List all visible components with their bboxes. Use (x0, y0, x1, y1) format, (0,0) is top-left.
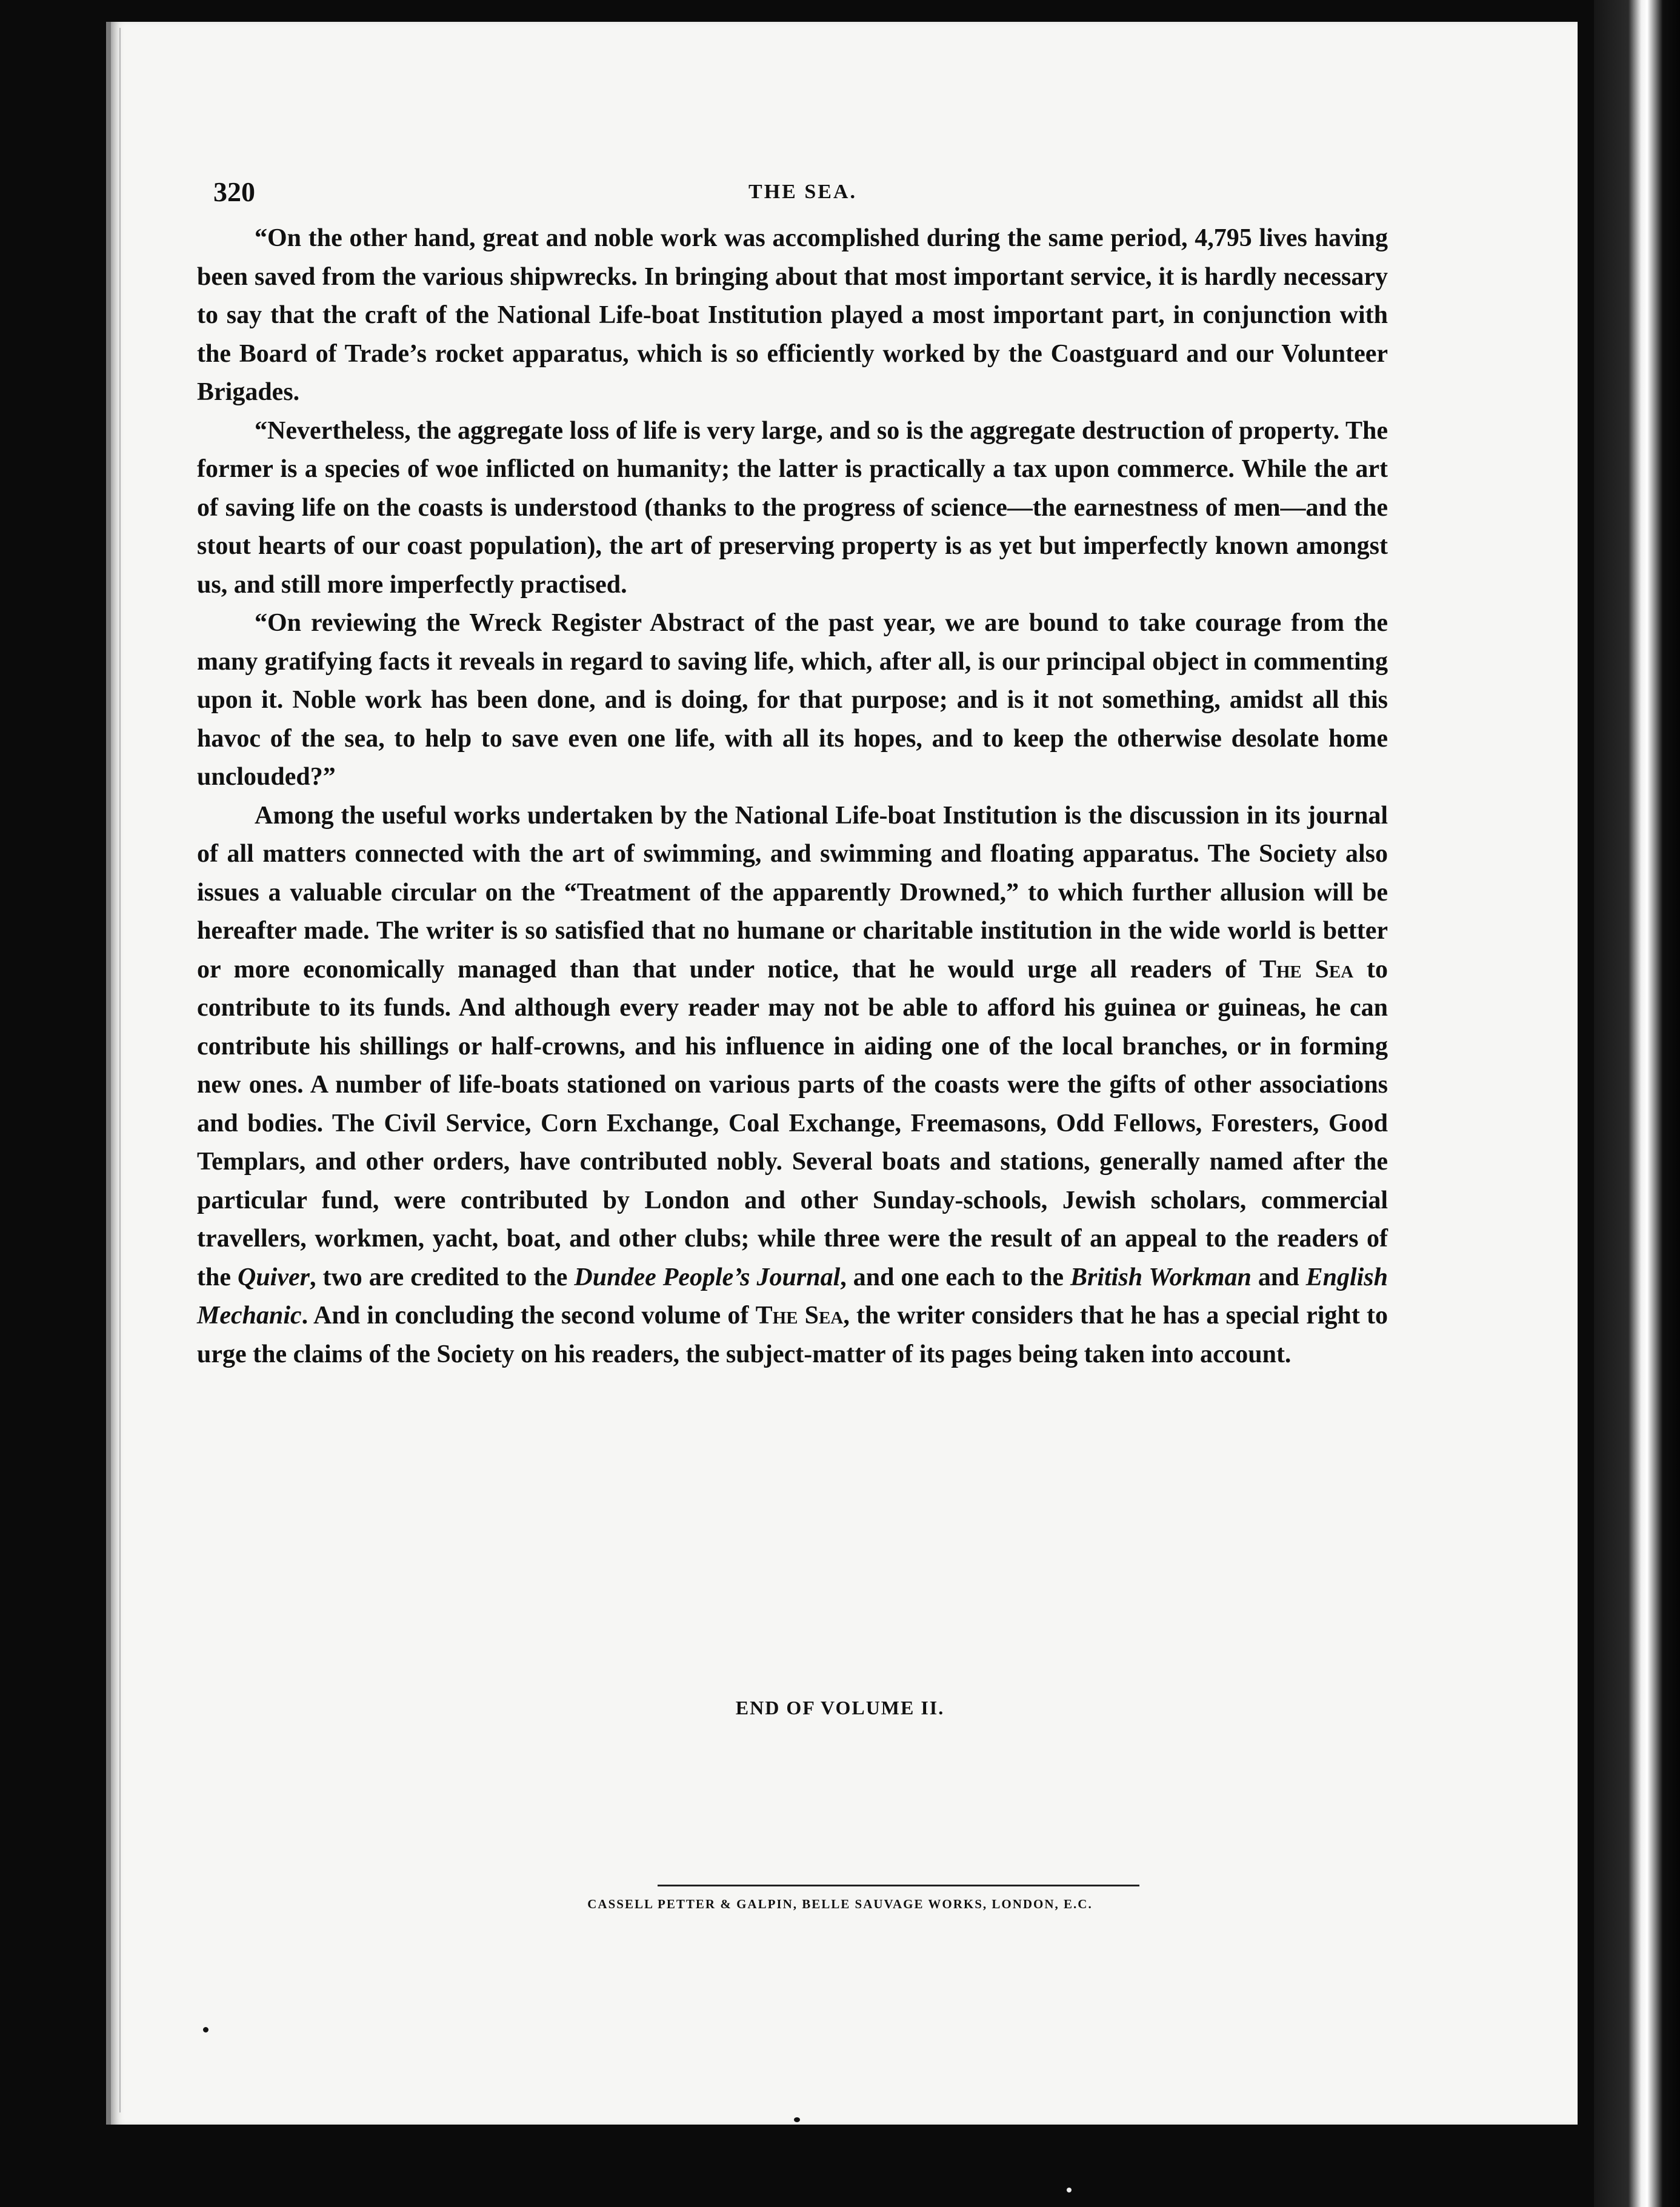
paragraph-4 (197, 797, 1388, 1374)
text-run: Among the useful works undertaken by the National Life-boat Institution is the discussion in its journal of all matters connected with the art of swimming, and swimming and floating apparatus. The Society also issues a valuable circular on the “Treatment of the apparently Drowned,” to which further allusion will be hereafter made. The writer is so satisfied that no humane or charitable institution in the wide world is better or more economically managed than that under notice, that he would urge all readers of (197, 801, 1388, 984)
paragraph-3: “On reviewing the Wreck Register Abstract of the past year, we are bound to take courage from the many gratifying facts it reveals in regard to saving life, which, after all, is our principal object in commenting upon it. Noble work has been done, and is doing, for that purpose; and is it not something, amidst all this havoc of the sea, to help to save even one life, with all its hopes, and to keep the otherwise desolate home unclouded?” (197, 609, 1388, 791)
page-header (213, 162, 1392, 217)
publication-title: British Workman (1070, 1263, 1252, 1291)
body-text (197, 219, 1388, 1374)
printer-imprint: CASSELL PETTER & GALPIN, BELLE SAUVAGE WORKS, LONDON, E.C. (587, 1897, 1093, 1911)
book-title-reference: The Sea (755, 1302, 844, 1330)
text-run: to contribute to its funds. And although every reader may not be able to afford his guinea or guineas, he can contribute his shillings or half-crowns, and his influence in aiding one of the local branches, or in forming new ones. A number of life-boats stationed on various parts of the coasts were the gifts of other associations and bodies. The Civil Service, Corn Exchange, Coal Exchange, Freemasons, Odd Fellows, Foresters, Good Templars, and other orders, have contributed nobly. Several boats and stations, generally named after the particular fund, were contributed by London and other Sunday-schools, Jewish scholars, commercial travellers, workmen, yacht, boat, and other clubs; while three were the result of an appeal to the readers of the (197, 955, 1388, 1291)
scan-edge-right (1594, 0, 1680, 2207)
ink-speck (1067, 2188, 1072, 2192)
publication-title: Quiver (237, 1263, 310, 1291)
text-run: . And in concluding the second volume of (301, 1302, 756, 1330)
end-of-volume-note: END OF VOLUME II. (735, 1697, 945, 1719)
paragraph-1: “On the other hand, great and noble work was accomplished during the same period, 4,795 lives having been saved from the various shipwrecks. In bringing about that most important service, it is hardly necessary to say that the craft of the National Life-boat Institution played a most important part, in conjunction with the Board of Trade’s rocket apparatus, which is so efficiently worked by the Coastguard and our Volunteer Brigades. (197, 224, 1388, 406)
running-head: THE SEA. (748, 181, 857, 203)
book-title-reference: The Sea (1259, 955, 1354, 984)
ink-speck (794, 2117, 800, 2122)
ink-speck (203, 2027, 208, 2032)
imprint-rule (658, 1885, 1139, 1886)
publication-title: Dundee People’s Journal (574, 1263, 841, 1291)
text-run: , two are credited to the (309, 1263, 575, 1291)
page-gutter-shadow (119, 28, 121, 2112)
text-run: , and one each to the (840, 1263, 1070, 1291)
publication-title: English Mechanic (197, 1263, 1388, 1330)
page-number: 320 (213, 176, 255, 207)
text-run: , the writer considers that he has a special right to urge the claims of the Society on his readers, the subject-matter of its pages being taken into account. (197, 1302, 1388, 1368)
text-run: and (1251, 1263, 1306, 1291)
paragraph-2: “Nevertheless, the aggregate loss of life is very large, and so is the aggregate destruction of property. The former is a species of woe inflicted on humanity; the latter is practically a tax upon commerce. While the art of saving life on the coasts is understood (thanks to the progress of science—the earnestness of men—and the stout hearts of our coast population), the art of preserving property is as yet but imperfectly known amongst us, and still more imperfectly practised. (197, 416, 1388, 599)
